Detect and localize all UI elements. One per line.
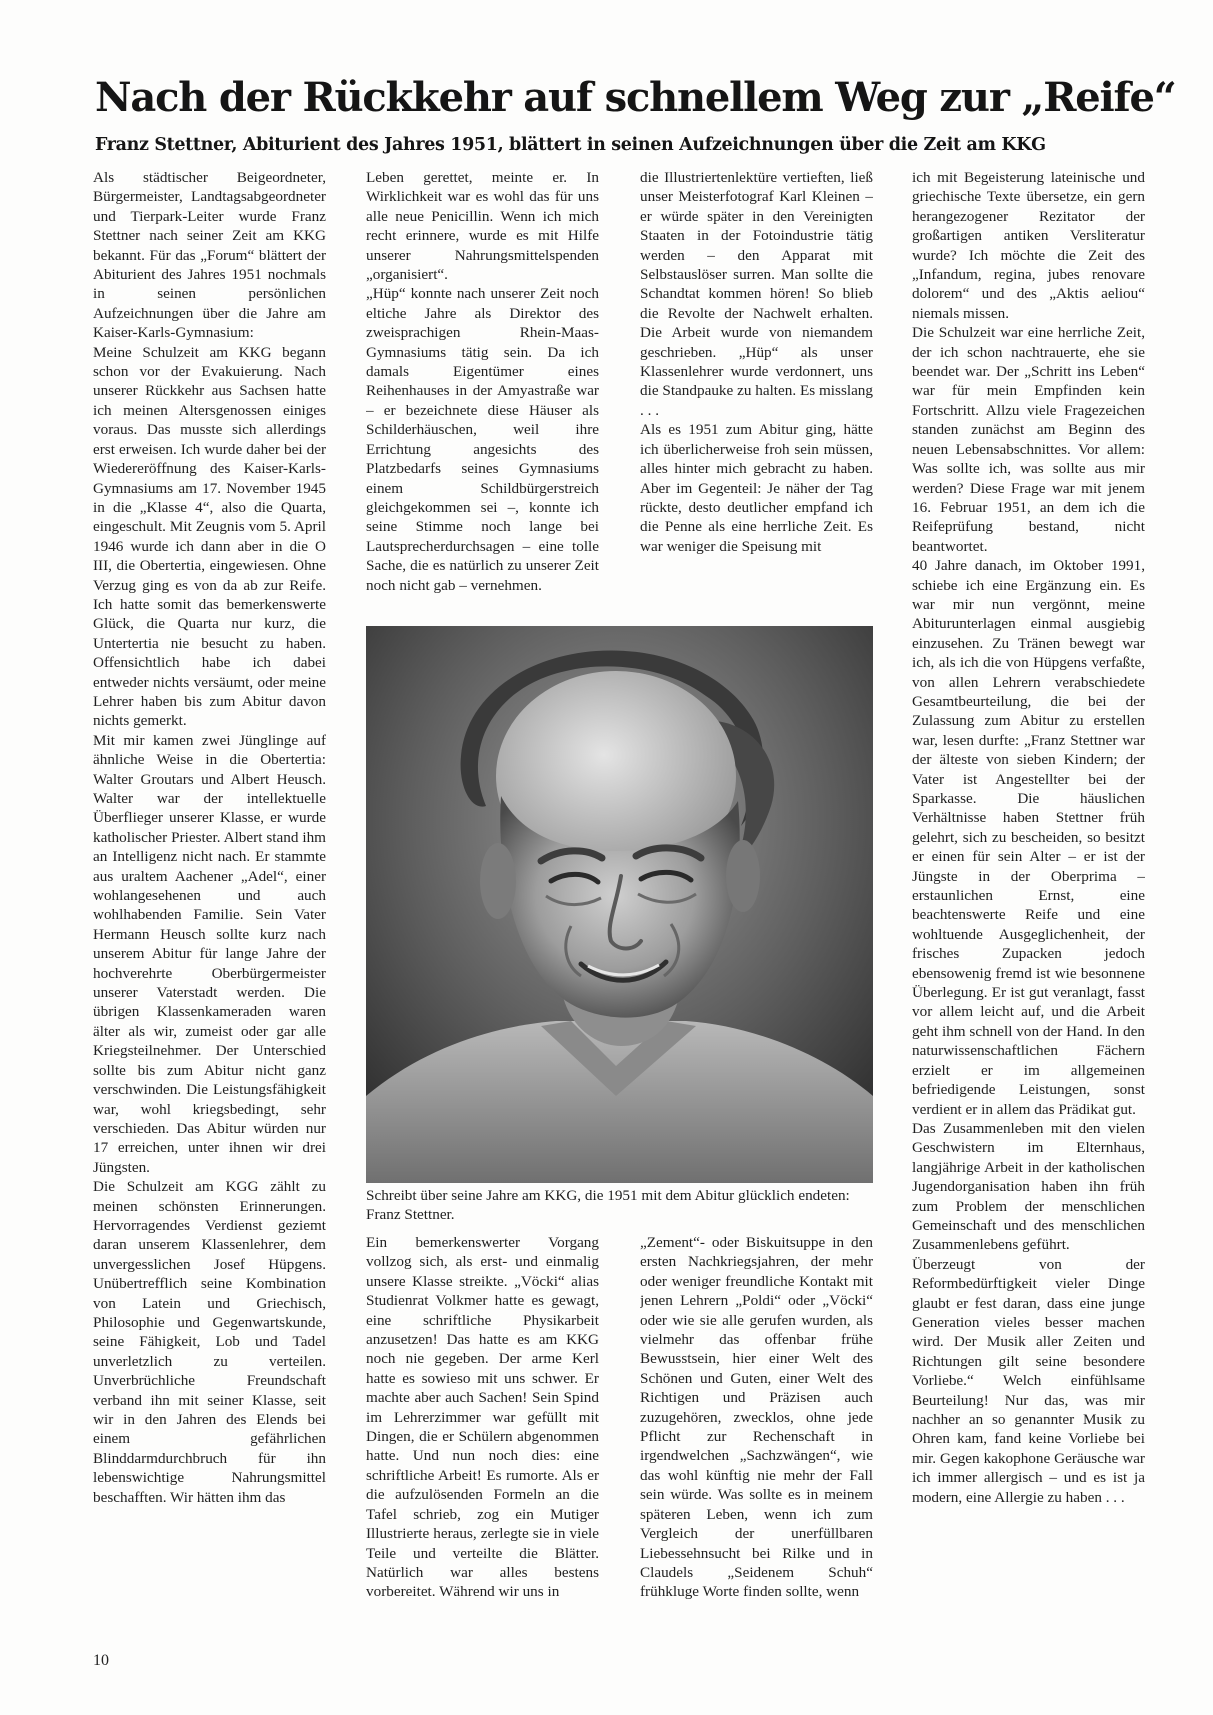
portrait-photo — [366, 626, 873, 1183]
paragraph: Die Schulzeit war eine herrliche Zeit, der ich schon nachtrauerte, ehe sie beendet war. Der „Schritt ins Leben“ war für mein Empfinden kein Fortschritt. Allzu viele Fragezeichen standen zunächst am Beginn des neuen Lebensabschnittes. Vor allem: Was sollte ich, was sollte aus mir werden? Diese Frage war mit jenem 16. Februar 1951, an dem ich die Reifeprüfung bestand, nicht beantwortet. — [912, 324, 1145, 555]
page-number: 10 — [93, 1652, 109, 1669]
paragraph: Leben gerettet, meinte er. In Wirklichkeit war es wohl das für uns alle neue Penicillin. Wenn ich mich recht erinnere, wurde es mit Hilfe unserer Nahrungsmittelspenden „organisiert“. — [366, 169, 599, 284]
text-column-2 — [366, 168, 599, 614]
paragraph: 40 Jahre danach, im Oktober 1991, schiebe ich eine Ergänzung ein. Es war mir nun vergönnt, meine Abiturunterlagen einmal ausgiebig einzusehen. Zu Tränen bewegt war ich, als ich die von Hüpgens verfaßte, von allen Lehrern verabschiedete Gesamtbeurteilung, die bei der Zulassung zum Abitur zu erstellen war, lesen durfte: „Franz Stettner war der älteste von sieben Kindern; der Vater ist Angestellter bei der Sparkasse. Die häuslichen Verhältnisse haben Stettner früh gelehrt, sich zu bescheiden, so besitzt er einen für sein Alter – er ist der Jüngste in der Oberprima – erstaunlichen Ernst, eine beachtenswerte Reife und eine wohltuende Ausgeglichenheit, der frisches Zupacken jedoch ebensowenig fremd ist wie besonnene Überlegung. Er ist gut veranlagt, fasst vor allem leicht auf, und die Arbeit geht ihm schnell von der Hand. In den naturwissenschaftlichen Fächern erzielt er im allgemeinen befriedigende Leistungen, sonst verdient er in allem das Prädikat gut. — [912, 557, 1145, 1118]
text-column-2-lower — [366, 1233, 599, 1638]
text-column-3-lower — [640, 1233, 873, 1638]
portrait-illustration — [366, 626, 873, 1183]
text-column-1 — [93, 168, 326, 1638]
paragraph: Die Schulzeit am KGG zählt zu meinen schönsten Erinnerungen. Hervorragendes Verdienst geziemt daran unserem Klassenlehrer, dem unvergesslichen Josef Hüpgens. Unübertrefflich seine Kombination von Latein und Griechisch, Philosophie und Gegenwartskunde, seine Fähigkeit, Lob und Tadel unverletzlich zu verteilen. Unverbrüchliche Freundschaft verband ihn mit seiner Klasse, seit wir in den Jahren des Elends bei einem gefährlichen Blinddarmdurchbruch für ihn lebenswichtige Nahrungsmittel beschafften. Wir hätten ihm das — [93, 1178, 326, 1506]
photo-caption: Schreibt über seine Jahre am KKG, die 1951 mit dem Abitur glücklich endeten: Franz Stettner. — [366, 1187, 850, 1224]
paragraph: Ein bemerkenswerter Vorgang vollzog sich, als erst- und einmalig unsere Klasse streikte. „Vöcki“ alias Studienrat Volkmer hatte es gewagt, eine schriftliche Physikarbeit anzusetzen! Das hatte es am KKG noch nie gegeben. Der arme Kerl hatte es sowieso mit uns schwer. Er machte aber auch Sachen! Sein Spind im Lehrerzimmer war gefüllt mit Dingen, die er Schülern abgenommen hatte. Und nun noch dies: eine schriftliche Arbeit! Es rumorte. Als er die aufzulösenden Formeln an die Tafel schrieb, zog ein Mutiger Illustrierte heraus, zerlegte sie in viele Teile und verteilte die Blätter. Natürlich war alles bestens vorbereitet. Während wir uns in — [366, 1234, 599, 1601]
text-column-3 — [640, 168, 873, 614]
article-headline: Nach der Rückkehr auf schnellem Weg zur „Reife“ — [95, 74, 1176, 121]
text-column-4 — [912, 168, 1145, 1638]
paragraph: Als städtischer Beigeordneter, Bürgermeister, Landtagsabgeordneter und Tierpark-Leiter wurde Franz Stettner nach seiner Zeit am KKG bekannt. Für das „Forum“ blättert der Abiturient des Jahres 1951 nochmals in seinen persönlichen Aufzeichnungen über die Jahre am Kaiser-Karls-Gymnasium: — [93, 169, 326, 342]
paragraph: Mit mir kamen zwei Jünglinge auf ähnliche Weise in die Obertertia: Walter Groutars und Albert Heusch. Walter war der intellektuelle Überflieger unserer Klasse, er wurde katholischer Priester. Albert stand ihm an Intelligenz nicht nach. Er stammte aus uraltem Aachener „Adel“, einer wohlangesehenen und auch wohlhabenden Familie. Sein Vater Hermann Heusch sollte kurz nach unserem Abitur für lange Jahre der hochverehrte Oberbürgermeister unserer Vaterstadt werden. Die übrigen Klassenkameraden waren älter als wir, zumeist oder gar alle Kriegsteilnehmer. Der Unterschied sollte bis zum Abitur nicht ganz verschwinden. Die Leistungsfähigkeit war, wohl kriegsbedingt, sehr verschieden. Das Abitur würden nur 17 erreichen, unter ihnen wir drei Jüngsten. — [93, 731, 326, 1176]
paragraph: Überzeugt von der Reformbedürftigkeit vieler Dinge glaubt er fest daran, dass eine junge Generation vieles besser machen wird. Der Musik aller Zeiten und Richtungen gilt seine besondere Vorliebe.“ Welch einfühlsame Beurteilung! Nur das, was mir nachher an so genannter Musik zu Ohren kam, fand keine Vorliebe bei mir. Gegen kakophone Geräusche war ich immer allergisch – und es ist ja modern, eine Allergie zu haben . . . — [912, 1255, 1145, 1506]
paragraph: ich mit Begeisterung lateinische und griechische Texte übersetze, ein gern herangezogener Rezitator der großartigen antiken Versliteratur wurde? Ich möchte die Zeit des „Infandum, regina, jubes renovare dolorem“ und des „Aktis aeliou“ niemals missen. — [912, 169, 1145, 322]
paragraph: Das Zusammenleben mit den vielen Geschwistern im Elternhaus, langjährige Arbeit in der katholischen Jugendorganisation haben ihn früh zum Problem der menschlichen Gemeinschaft und des menschlichen Zusammenlebens geführt. — [912, 1119, 1145, 1254]
paragraph: Meine Schulzeit am KKG begann schon vor der Evakuierung. Nach unserer Rückkehr aus Sachsen hatte ich meinen Altersgenossen einiges voraus. Das musste sich allerdings erst erweisen. Ich wurde daher bei der Wiedereröffnung des Kaiser-Karls-Gymnasiums am 17. November 1945 in die „Klasse 4“, also die Quarta, eingeschult. Mit Zeugnis vom 5. April 1946 wurde ich dann aber in die O III, die Obertertia, eingewiesen. Ohne Verzug ging es von da ab zur Reife. Ich hatte somit das bemerkenswerte Glück, die Quarta nur kurz, die Untertertia nie besucht zu haben. Offensichtlich habe ich dabei entweder nichts versäumt, oder meine Lehrer haben bis zum Abitur davon nichts gemerkt. — [93, 343, 326, 730]
paragraph: „Hüp“ konnte nach unserer Zeit noch eltiche Jahre als Direktor des zweisprachigen Rhein-Maas-Gymnasiums tätig sein. Da ich damals Eigentümer eines Reihenhauses in der Amyastraße war – er bezeichnete diese Häuser als Schilderhäuschen, weil ihre Errichtung angesichts des Platzbedarfs seines Gymnasiums einem Schildbürgerstreich gleichgekommen sei –, konnte ich seine Stimme noch lange bei Lautsprecherdurchsagen – eine tolle Sache, die es natürlich zu unserer Zeit noch nicht gab – vernehmen. — [366, 285, 599, 594]
paragraph: „Zement“- oder Biskuitsuppe in den ersten Nachkriegsjahren, der mehr oder weniger freundliche Kontakt mit jenen Lehrern „Poldi“ oder „Vöcki“ oder wie sie alle gerufen wurden, als vielmehr das offenbar frühe Bewusstsein, hier einer Welt des Schönen und Guten, einer Welt des Richtigen und Präzisen auch zuzugehören, zwecklos, ohne jede Pflicht zur Rechenschaft in irgendwelchen „Sachzwängen“, wie das wohl künftig nie mehr der Fall sein würde. Was sollte es in meinem späteren Leben, wenn ich zum Vergleich der unerfüllbaren Liebessehnsucht bei Rilke und in Claudels „Seidenem Schuh“ frühkluge Worte finden sollte, wenn — [640, 1234, 873, 1601]
paragraph: Als es 1951 zum Abitur ging, hätte ich überlicherweise froh sein müssen, alles hinter mich gebracht zu haben. Aber im Gegenteil: Je näher der Tag rückte, desto deutlicher empfand ich die Penne als eine herrliche Zeit. Es war weniger die Speisung mit — [640, 421, 873, 555]
paragraph: die Illustriertenlektüre vertieften, ließ unser Meisterfotograf Karl Kleinen – er würde später in den Vereinigten Staaten in der Fotoindustrie tätig werden – den Apparat mit Selbstauslöser surren. Man sollte die Schandtat kommen hören! So blieb die Revolte der Nachwelt erhalten. Die Arbeit wurde von niemandem geschrieben. „Hüp“ als unser Klassenlehrer wurde verdonnert, uns die Standpauke zu halten. Es misslang . . . — [640, 169, 873, 419]
article-subheadline: Franz Stettner, Abiturient des Jahres 1951, blättert in seinen Aufzeichnungen über die Zeit am KKG — [95, 135, 1046, 155]
